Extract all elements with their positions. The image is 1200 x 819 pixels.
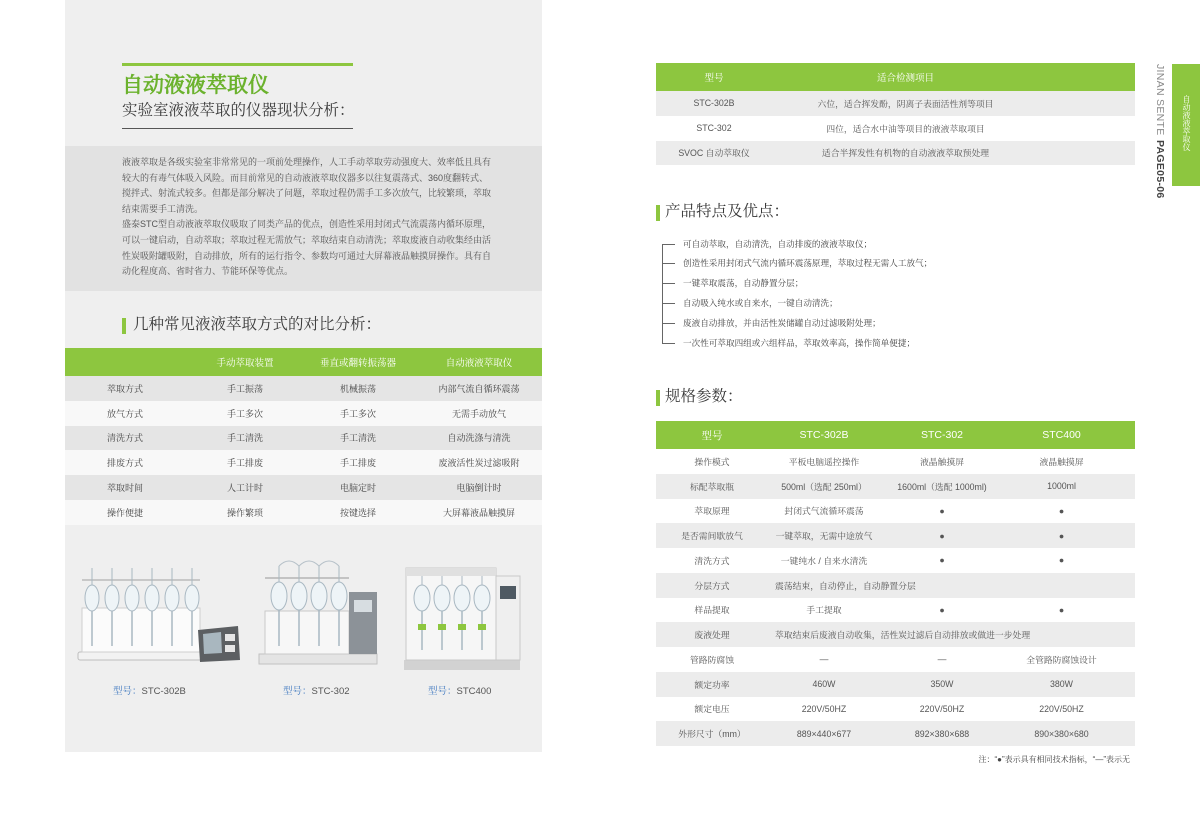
table-row: [656, 721, 1135, 746]
table-cell: 手工清洗: [226, 433, 263, 444]
specs-note: 注：“●”表示具有相同技术指标，“—”表示无: [978, 755, 1130, 764]
table-row: [65, 401, 542, 426]
caption-prefix: 型号：: [283, 686, 312, 697]
table-row: [656, 449, 1135, 474]
row-label: 外形尺寸（mm）: [678, 729, 746, 740]
row-label: 管路防腐蚀: [690, 654, 734, 665]
table-cell: 889×440×677: [796, 728, 852, 739]
product-image-stc400: [400, 562, 524, 674]
table-cell: —: [937, 654, 947, 665]
table-body: [656, 449, 1135, 746]
table-row: [65, 500, 542, 525]
header-cell: 自动液液萃取仪: [445, 358, 513, 369]
table-cell: 手工排废: [226, 458, 263, 469]
row-label: 排废方式: [107, 458, 144, 469]
table-cell: 萃取结束后废液自动收集，活性炭过滤后自动排放或做进一步处理: [775, 630, 1031, 641]
header-cell: STC400: [1042, 429, 1081, 441]
table-cell: 全管路防腐蚀设计: [1026, 654, 1097, 665]
row-label: 样品提取: [694, 605, 730, 616]
page-number: PAGE05-06: [1154, 139, 1166, 199]
features-heading: 产品特点及优点：: [665, 203, 790, 220]
title-top-rule: [122, 63, 353, 66]
tree-tick: [662, 323, 675, 324]
product-caption: [428, 686, 491, 698]
table-cell: 220V/50HZ: [1039, 703, 1084, 714]
feature-item: 可自动萃取，自动清洗，自动排废的液液萃取仪；: [683, 239, 873, 249]
table-row: [656, 499, 1135, 524]
table-cell: 460W: [812, 679, 836, 690]
table-cell: 内部气流自循环震荡: [438, 383, 520, 394]
table-cell: 六位，适合挥发酚，阴离子表面活性剂等项目: [817, 98, 994, 109]
section-bar: [656, 390, 660, 406]
features-tree-line: [662, 244, 663, 343]
comparison-table: [65, 348, 542, 525]
table-row: [65, 426, 542, 451]
table-header: [656, 63, 1135, 91]
comparison-heading: 几种常见液液萃取方式的对比分析：: [133, 316, 382, 333]
table-cell: 1000ml: [1047, 481, 1076, 492]
row-label: 是否需间歇放气: [681, 531, 743, 542]
table-cell: 350W: [930, 679, 954, 690]
header-cell: STC-302: [920, 429, 963, 441]
table-row: [656, 523, 1135, 548]
feature-item: 一次性可萃取四组或六组样品，萃取效率高，操作简单便捷；: [683, 338, 916, 348]
row-label: 放气方式: [107, 408, 144, 419]
table-cell: 手工提取: [806, 605, 842, 616]
table-cell: ●: [939, 505, 945, 516]
table-cell: 电脑倒计时: [456, 483, 502, 494]
subtitle-underline: [122, 128, 353, 129]
intro-paragraph: 盛泰STC型自动液液萃取仪吸取了同类产品的优点，创造性采用封闭式气流震荡内循环原理，可以一键启动，自动萃取；萃取过程无需放气；萃取结束自动清洗；萃取废液自动收集经由活性炭吸附罐吸附，自动排放，所有的运行指令、参数均可通过大屏幕液晶触摸屏操作。具有自动化程度高、省时省力、节能环保等优点。: [122, 219, 492, 277]
row-label: 清洗方式: [107, 433, 144, 444]
page-subtitle: 实验室液液萃取的仪器现状分析：: [122, 102, 355, 119]
row-label: 萃取时间: [107, 483, 144, 494]
row-label: 操作便捷: [107, 507, 144, 518]
header-cell: 型号: [704, 73, 724, 84]
header-cell: 适合检测项目: [876, 73, 934, 84]
table-cell: ●: [1058, 530, 1065, 541]
section-bar: [122, 318, 126, 334]
side-tab: [1172, 64, 1200, 186]
intro-text: [122, 155, 496, 280]
table-row: [65, 376, 542, 401]
row-label: 额定电压: [694, 704, 730, 715]
side-brand: [1154, 64, 1166, 198]
table-row: [656, 672, 1135, 697]
table-cell: 震荡结束，自动停止，自动静置分层: [775, 580, 916, 591]
table-row: [656, 622, 1135, 647]
table-row: [65, 450, 542, 475]
product-caption: [283, 686, 350, 698]
row-label: 额定功率: [694, 679, 730, 690]
table-row: [656, 573, 1135, 598]
table-body: [65, 376, 542, 525]
product-image-stc-302b: [72, 560, 242, 672]
product-image-stc-302: [255, 556, 381, 670]
table-cell: 液晶触摸屏: [920, 456, 964, 467]
table-cell: 手工清洗: [339, 433, 376, 444]
table-cell: 220V/50HZ: [919, 703, 965, 714]
specs-heading: 规格参数：: [665, 388, 743, 405]
table-cell: 手工排废: [339, 458, 376, 469]
intro-paragraph: 液液萃取是各级实验室非常常见的一项前处理操作，人工手动萃取劳动强度大、效率低且具有较大的有毒气体吸入风险。而目前常见的自动液液萃取仪器多以往复震荡式、360度翻转式、搅拌式、射流式较多。但都是部分解决了问题，萃取过程仍需手工多次放气，比较繁琐，萃取结束需要手工清洗。: [122, 157, 492, 214]
table-cell: 手工多次: [339, 408, 376, 419]
table-row: [65, 475, 542, 500]
row-label: STC-302B: [693, 98, 735, 109]
brand-name: JINAN SENTE: [1154, 64, 1166, 136]
specs-table: [656, 421, 1135, 746]
table-row: [656, 474, 1135, 499]
table-cell: 机械振荡: [339, 383, 376, 394]
table-cell: ●: [939, 604, 945, 615]
caption-prefix: 型号：: [428, 686, 457, 697]
row-label: 萃取方式: [107, 383, 144, 394]
table-cell: 无需手动放气: [451, 408, 506, 419]
row-label: 操作模式: [694, 456, 730, 467]
table-cell: 四位，适合水中油等项目的液液萃取项目: [826, 123, 985, 134]
table-cell: ●: [939, 530, 945, 541]
header-cell: 手动萃取装置: [216, 358, 274, 369]
caption-model: STC400: [456, 686, 492, 697]
table-cell: 液晶触摸屏: [1039, 456, 1084, 467]
table-cell: 892×380×688: [914, 728, 970, 739]
table-cell: 大屏幕液晶触摸屏: [442, 507, 515, 518]
tree-tick: [662, 303, 675, 304]
product-caption: [113, 686, 186, 698]
table-cell: 适合半挥发性有机物的自动液液萃取预处理: [821, 148, 990, 159]
table-cell: 220V/50HZ: [801, 703, 847, 714]
row-label: 清洗方式: [694, 555, 730, 566]
table-cell: 平板电脑遥控操作: [788, 456, 860, 467]
table-cell: 封闭式气流循环震荡: [784, 506, 864, 517]
tree-tick: [662, 283, 675, 284]
caption-prefix: 型号：: [113, 686, 142, 697]
tree-tick: [662, 244, 675, 245]
table-cell: —: [819, 654, 829, 665]
table-header: [65, 348, 542, 376]
table-row: [656, 141, 1135, 166]
table-cell: 废液活性炭过滤吸附: [438, 458, 520, 469]
tree-tick: [662, 263, 675, 264]
caption-model: STC-302: [311, 686, 350, 697]
table-row: [656, 116, 1135, 141]
table-cell: 380W: [1050, 679, 1073, 690]
table-body: [656, 91, 1135, 165]
row-label: STC-302: [696, 123, 732, 134]
header-cell: 型号: [701, 429, 723, 442]
table-header: [656, 421, 1135, 449]
table-cell: 手工多次: [226, 408, 263, 419]
table-cell: ●: [1058, 505, 1065, 516]
row-label: SVOC 自动萃取仪: [678, 148, 750, 159]
table-row: [656, 697, 1135, 722]
table-cell: 一键纯水 / 自来水清洗: [780, 555, 868, 566]
table-cell: 人工计时: [226, 483, 263, 494]
feature-item: 废液自动排放，并由活性炭储罐自动过滤吸附处理；: [683, 318, 881, 328]
feature-item: 一键萃取震荡，自动静置分层；: [683, 278, 804, 288]
table-row: [656, 598, 1135, 623]
models-table: [656, 63, 1135, 165]
row-label: 分层方式: [694, 580, 730, 591]
tree-tick: [662, 343, 675, 344]
table-cell: 自动洗涤与清洗: [447, 433, 511, 444]
table-cell: ●: [939, 555, 945, 566]
table-cell: ●: [1058, 555, 1065, 566]
row-label: 标配萃取瓶: [690, 481, 734, 492]
feature-item: 创造性采用封闭式气流内循环震荡原理，萃取过程无需人工放气；: [683, 258, 933, 268]
table-cell: 按键选择: [339, 507, 376, 518]
section-bar: [656, 205, 660, 221]
table-cell: 一键萃取，无需中途放气: [775, 531, 873, 542]
header-cell: 垂直或翻转振荡器: [319, 358, 396, 369]
table-cell: 手工振荡: [226, 383, 263, 394]
table-row: [656, 647, 1135, 672]
row-label: 萃取原理: [694, 506, 730, 517]
table-row: [656, 91, 1135, 116]
caption-model: STC-302B: [141, 686, 186, 697]
table-row: [656, 548, 1135, 573]
table-cell: 890×380×680: [1034, 728, 1089, 739]
page-title: 自动液液萃取仪: [122, 74, 269, 97]
feature-item: 自动吸入纯水或自来水，一键自动清洗；: [683, 298, 838, 308]
table-cell: 1600ml（选配 1000ml): [897, 481, 987, 492]
row-label: 废液处理: [694, 630, 730, 641]
header-cell: STC-302B: [799, 429, 849, 441]
table-cell: ●: [1058, 604, 1065, 615]
table-cell: 电脑定时: [339, 483, 376, 494]
side-tab-label: 自动液液萃取仪: [1182, 95, 1191, 151]
table-cell: 操作繁琐: [226, 507, 263, 518]
table-cell: 500ml（选配 250ml）: [781, 481, 867, 492]
